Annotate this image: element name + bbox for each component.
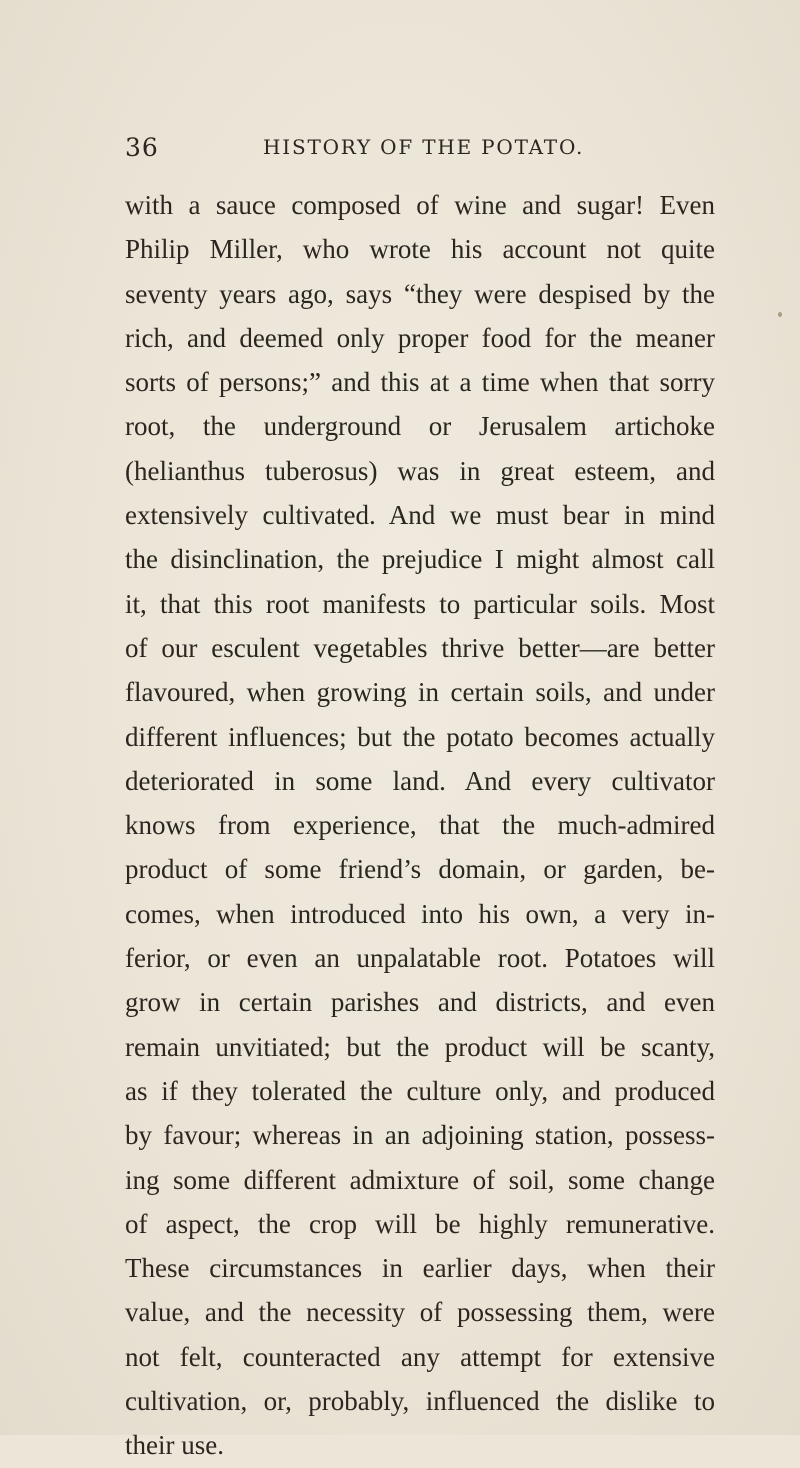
running-head xyxy=(125,133,715,173)
paper-speck xyxy=(778,312,782,317)
text-line: deteriorated in some land. And every cultivator xyxy=(125,765,715,796)
running-title: HISTORY OF THE POTATO. xyxy=(263,135,585,159)
text-line: ferior, or even an unpalatable root. Potatoes will xyxy=(125,943,715,974)
text-line-last: their use. xyxy=(125,1430,224,1461)
text-line: (helianthus tuberosus) was in great esteem, and xyxy=(125,455,715,486)
text-line: value, and the necessity of possessing them, were xyxy=(125,1297,715,1328)
text-line: of our esculent vegetables thrive better—are better xyxy=(125,632,715,663)
text-line: rich, and deemed only proper food for the meaner xyxy=(125,322,715,353)
text-line: remain unvitiated; but the product will be scanty, xyxy=(125,1031,715,1062)
text-line: different influences; but the potato becomes actually xyxy=(125,721,715,752)
text-line: extensively cultivated. And we must bear in mind xyxy=(125,500,715,531)
body-text xyxy=(125,183,715,1468)
text-line: as if they tolerated the culture only, and produced xyxy=(125,1075,715,1106)
text-line: Philip Miller, who wrote his account not quite xyxy=(125,234,715,265)
text-line: sorts of persons;” and this at a time when that sorry xyxy=(125,367,715,398)
text-line: by favour; whereas in an adjoining station, possess- xyxy=(125,1120,715,1151)
text-line: product of some friend’s domain, or garden, be- xyxy=(125,854,715,885)
text-line: with a sauce composed of wine and sugar! Even xyxy=(125,190,715,220)
text-line: the disinclination, the prejudice I might almost call xyxy=(125,544,715,575)
text-line: These circumstances in earlier days, when their xyxy=(125,1253,715,1284)
text-line: grow in certain parishes and districts, and even xyxy=(125,987,715,1018)
text-line: knows from experience, that the much-admired xyxy=(125,810,715,841)
text-line: of aspect, the crop will be highly remunerative. xyxy=(125,1208,715,1239)
text-line: cultivation, or, probably, influenced the dislike to xyxy=(125,1386,715,1417)
text-line: seventy years ago, says “they were despised by the xyxy=(125,278,715,309)
text-line: ing some different admixture of soil, some change xyxy=(125,1164,715,1195)
text-line: not felt, counteracted any attempt for extensive xyxy=(125,1341,715,1372)
text-line: comes, when introduced into his own, a very in- xyxy=(125,898,715,929)
text-line: it, that this root manifests to particular soils. Most xyxy=(125,588,715,619)
text-line: root, the underground or Jerusalem artichoke xyxy=(125,411,715,442)
page-number: 36 xyxy=(125,133,159,162)
text-line: flavoured, when growing in certain soils, and under xyxy=(125,677,715,708)
